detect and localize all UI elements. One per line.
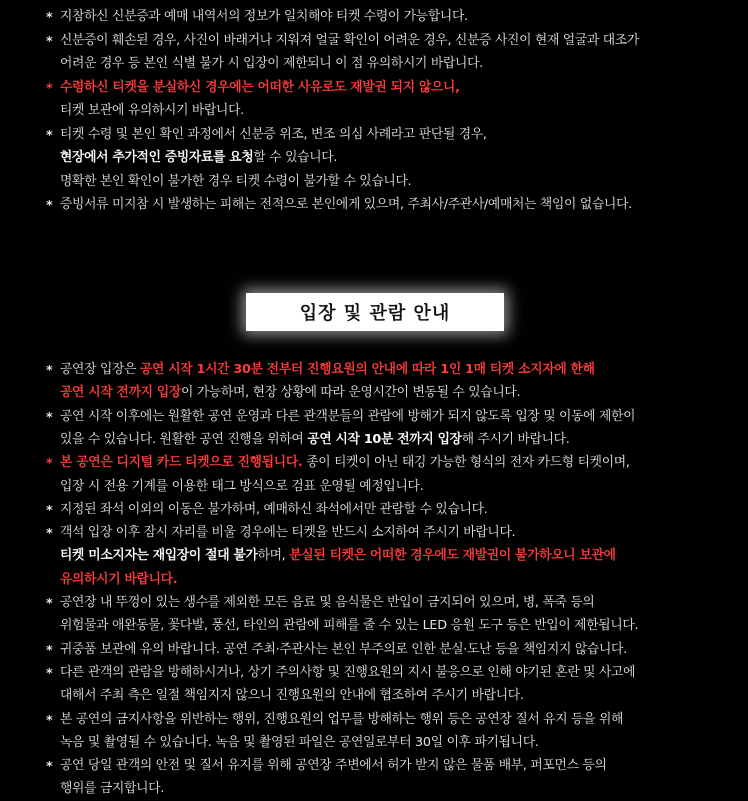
notice-text: 대해서 주최 측은 일절 책임지지 않으니 진행요원의 안내에 협조하여 주시기 바랍니다. <box>60 688 524 704</box>
notice-line <box>60 523 515 543</box>
notice-text: 신분증이 훼손된 경우, 사진이 바래거나 지워져 얼굴 확인이 어려운 경우, 신분증 사진이 현재 얼굴과 대조가 <box>60 32 639 48</box>
bullet-marker: * <box>46 456 53 472</box>
bullet-marker: * <box>46 10 53 25</box>
highlight-red-text: 유의하시기 바랍니다. <box>60 571 178 587</box>
notice-text: 입장 시 전용 기계를 이용한 태그 방식으로 검표 운영될 예정입니다. <box>60 478 424 494</box>
notice-line <box>60 570 177 590</box>
notice-line <box>60 54 483 74</box>
notice-line <box>60 779 164 799</box>
notice-text: 행위를 금지합니다. <box>60 781 165 797</box>
emphasis-text: 현장에서 추가적인 증빙자료를 요청 <box>60 150 254 165</box>
highlight-red-text: 분실된 티켓은 어떠한 경우에도 재발권이 불가하오니 보관에 <box>289 548 616 564</box>
notice-line <box>60 686 524 706</box>
notice-line <box>60 500 487 520</box>
notice-line <box>60 756 607 776</box>
bullet-marker: * <box>46 596 53 611</box>
notice-text: 있을 수 있습니다. 원활한 공연 진행을 위하여 <box>60 431 308 447</box>
bullet-marker: * <box>46 502 53 518</box>
notice-text: 종이 티켓이 아닌 태깅 가능한 형식의 전자 카드형 티켓이며, <box>302 455 630 471</box>
emphasis-text: 티켓 미소지자는 재입장이 절대 불가 <box>60 548 258 564</box>
bullet-marker: * <box>46 665 53 681</box>
notice-line <box>60 31 639 51</box>
notice-text: 공연장 입장은 <box>60 362 140 377</box>
notice-text: 귀중품 보관에 유의 바랍니다. 공연 주최·주관사는 본인 부주의로 인한 분실·도난 등을 책임지지 않습니다. <box>60 641 627 657</box>
bullet-marker: * <box>46 712 53 728</box>
notice-text: 공연 당일 관객의 안전 및 질서 유지를 위해 공연장 주변에서 허가 받지 않은 물품 배부, 퍼포먼스 등의 <box>60 758 607 774</box>
bullet-marker: * <box>46 409 53 425</box>
notice-line <box>60 78 460 98</box>
notice-text: 위험물과 애완동물, 꽃다발, 풍선, 타인의 관람에 피해를 줄 수 있는 LED 응원 도구 등은 반입이 제한됩니다. <box>60 618 639 634</box>
notice-text: 명확한 본인 확인이 불가한 경우 티켓 수령이 불가할 수 있습니다. <box>60 173 412 189</box>
notice-line <box>60 101 244 121</box>
notice-line <box>60 663 635 683</box>
notice-text: 녹음 및 촬영될 수 있습니다. 녹음 및 촬영된 파일은 공연일로부터 30일 이후 파기됩니다. <box>60 734 539 750</box>
notice-text: 지정된 좌석 이외의 이동은 불가하며, 예매하신 좌석에서만 관람할 수 있습니다. <box>60 501 488 517</box>
section-title: 입장 및 관람 안내 <box>299 303 451 324</box>
bullet-marker: * <box>46 642 53 658</box>
notice-line <box>60 477 423 497</box>
notice-text: 해 주시기 바랍니다. <box>461 431 570 447</box>
notice-line <box>60 733 539 753</box>
bullet-marker: * <box>46 33 53 49</box>
notice-text: 지참하신 신분증과 예매 내역서의 정보가 일치해야 티켓 수령이 가능합니다. <box>60 9 468 24</box>
notice-line <box>60 710 623 730</box>
notice-line <box>60 148 337 168</box>
notice-text: 이 가능하며, 현장 상황에 따라 운영시간이 변동될 수 있습니다. <box>181 385 521 401</box>
notice-line <box>60 360 595 380</box>
bullet-marker: * <box>46 127 53 143</box>
highlight-red-text: 수령하신 티켓을 분실하신 경우에는 어떠한 사유로도 재발권 되지 않으니, <box>60 79 460 95</box>
notice-line <box>60 407 635 427</box>
emphasis-text: 공연 시작 10분 전까지 입장 <box>307 431 462 447</box>
notice-text: 티켓 수령 및 본인 확인 과정에서 신분증 위조, 변조 의심 사례라고 판단될 경우, <box>60 126 487 142</box>
notice-line <box>60 172 411 192</box>
notice-text: 증빙서류 미지참 시 발생하는 피해는 전적으로 본인에게 있으며, 주최사/주관사/예매처는 책임이 없습니다. <box>60 197 632 212</box>
notice-text: 하며, <box>257 548 290 564</box>
bullet-marker: * <box>46 198 53 213</box>
notice-line <box>60 593 594 613</box>
notice-line <box>60 195 632 215</box>
bullet-marker: * <box>46 80 53 96</box>
notice-text: 다른 관객의 관람을 방해하시거나, 상기 주의사항 및 진행요원의 지시 불응으로 인해 야기된 혼란 및 사고에 <box>60 664 636 680</box>
bullet-marker: * <box>46 363 53 378</box>
bullet-marker: * <box>46 526 53 542</box>
notice-text: 티켓 보관에 유의하시기 바랍니다. <box>60 103 244 118</box>
notice-text: 공연 시작 이후에는 원활한 공연 운영과 다른 관객분들의 관람에 방해가 되지 않도록 입장 및 이동에 제한이 <box>60 408 636 424</box>
notice-line <box>60 453 630 473</box>
notice-line <box>60 430 570 450</box>
notice-text: 어려운 경우 등 본인 식별 불가 시 입장이 제한되니 이 점 유의하시기 바랍니다. <box>60 56 483 71</box>
notice-line <box>60 125 487 145</box>
notice-line <box>60 7 468 27</box>
bullet-marker: * <box>46 759 53 775</box>
notice-text: 객석 입장 이후 잠시 자리를 비울 경우에는 티켓을 반드시 소지하여 주시기 바랍니다. <box>60 525 516 541</box>
notice-line <box>60 546 616 566</box>
notice-line <box>60 616 638 636</box>
notice-line <box>60 640 627 660</box>
notice-text: 할 수 있습니다. <box>253 150 338 165</box>
highlight-red-text: 공연 시작 1시간 30분 전부터 진행요원의 안내에 따라 1인 1매 티켓 소지자에 한해 <box>139 362 595 377</box>
highlight-red-text: 본 공연은 디지털 카드 티켓으로 진행됩니다. <box>60 455 303 471</box>
notice-line <box>60 383 520 403</box>
highlight-red-text: 공연 시작 전까지 입장 <box>60 385 182 401</box>
notice-text: 본 공연의 금지사항을 위반하는 행위, 진행요원의 업무를 방해하는 행위 등은 공연장 질서 유지 등을 위해 <box>60 711 624 727</box>
section-title-box <box>246 293 504 331</box>
notice-text: 공연장 내 뚜껑이 있는 생수를 제외한 모든 음료 및 음식물은 반입이 금지되어 있으며, 병, 폭죽 등의 <box>60 595 595 610</box>
